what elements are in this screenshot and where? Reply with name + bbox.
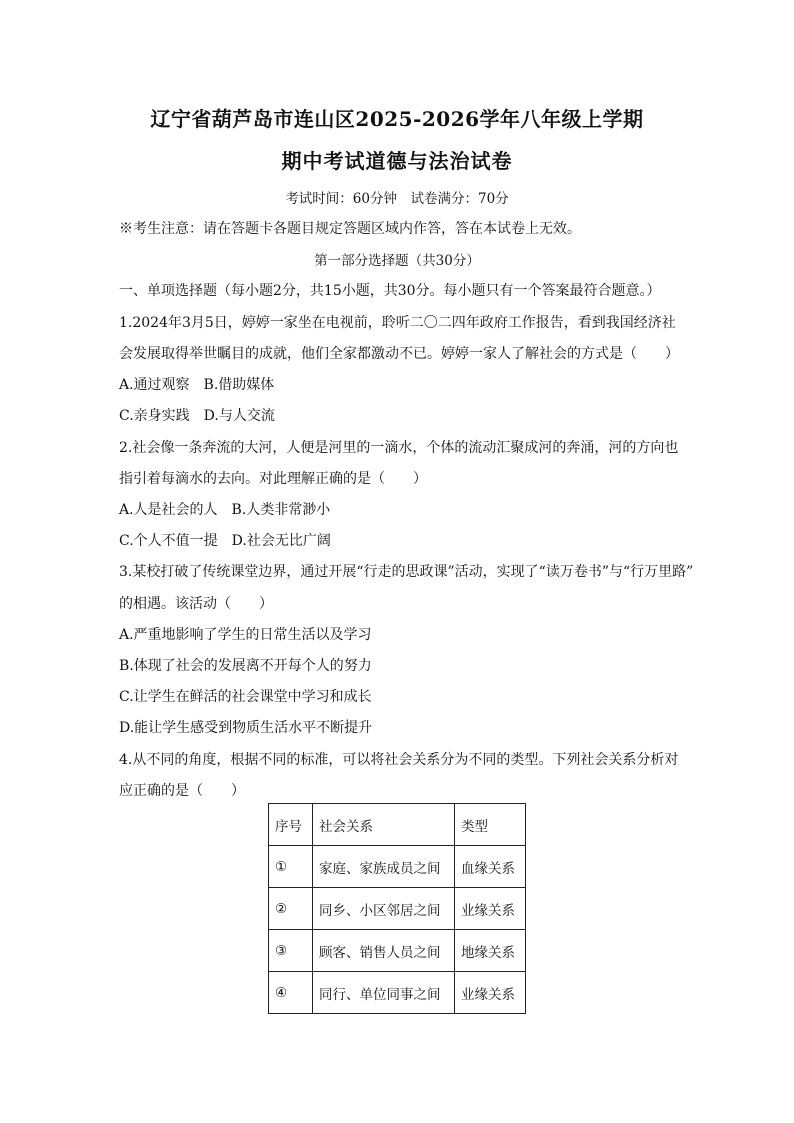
table-cell: 家庭、家族成员之间 <box>313 846 455 888</box>
social-relations-table <box>268 803 526 1014</box>
exam-title-line2: 期中考试道德与法治试卷 <box>281 149 513 173</box>
table-row <box>269 888 526 930</box>
part-title: 第一部分选择题（共30分） <box>314 253 480 269</box>
table-row <box>269 846 526 888</box>
q3-option-c: C.让学生在鲜活的社会课堂中学习和成长 <box>119 689 372 705</box>
q2-stem-line1: 2.社会像一条奔流的大河，人便是河里的一滴水，个体的流动汇聚成河的奔涌，河的方向也 <box>119 440 679 456</box>
q4-stem-line1: 4.从不同的角度，根据不同的标准，可以将社会关系分为不同的类型。下列社会关系分析对 <box>119 752 679 768</box>
q3-stem-line1: 3.某校打破了传统课堂边界，通过开展“行走的思政课”活动，实现了“读万卷书”与“行万里路” <box>119 564 694 580</box>
table-cell: 血缘关系 <box>455 846 526 888</box>
section-title: 一、单项选择题（每小题2分，共15小题，共30分。每小题只有一个答案最符合题意。） <box>119 283 661 299</box>
q3-option-a: A.严重地影响了学生的日常生活以及学习 <box>119 627 372 643</box>
table-cell: 同乡、小区邻居之间 <box>313 888 455 930</box>
q2-options-row1: A.人是社会的人 B.人类非常渺小 <box>119 502 331 518</box>
table-cell: 业缘关系 <box>455 972 526 1014</box>
q4-stem-line2: 应正确的是（ ） <box>119 783 245 799</box>
q1-stem-line2: 会发展取得举世瞩目的成就，他们全家都激动不已。婷婷一家人了解社会的方式是（ ） <box>119 346 679 362</box>
table-header-row <box>269 804 526 846</box>
table-cell: ④ <box>269 972 313 1014</box>
q3-option-b: B.体现了社会的发展离不开每个人的努力 <box>119 658 372 674</box>
table-cell: ② <box>269 888 313 930</box>
table-header-cell: 类型 <box>455 804 526 846</box>
table-cell: 顾客、销售人员之间 <box>313 930 455 972</box>
table-cell: 业缘关系 <box>455 888 526 930</box>
q1-stem-line1: 1.2024年3月5日，婷婷一家坐在电视前，聆听二〇二四年政府工作报告，看到我国经济社 <box>119 315 676 331</box>
exam-title-line1: 辽宁省葫芦岛市连山区2025-2026学年八年级上学期 <box>150 107 644 131</box>
q2-options-row2: C.个人不值一提 D.社会无比广阔 <box>119 533 331 549</box>
table-row <box>269 972 526 1014</box>
table-row <box>269 930 526 972</box>
q3-option-d: D.能让学生感受到物质生活水平不断提升 <box>119 720 373 736</box>
q1-options-row2: C.亲身实践 D.与人交流 <box>119 408 275 424</box>
q3-stem-line2: 的相遇。该活动（ ） <box>119 596 273 612</box>
table-cell: ① <box>269 846 313 888</box>
exam-info: 考试时间：60分钟 试卷满分：70分 <box>285 191 509 207</box>
exam-notice: ※考生注意：请在答题卡各题目规定答题区域内作答，答在本试卷上无效。 <box>119 221 581 237</box>
q2-stem-line2: 指引着每滴水的去向。对此理解正确的是（ ） <box>119 471 427 487</box>
table-cell: 地缘关系 <box>455 930 526 972</box>
table-header-cell: 社会关系 <box>313 804 455 846</box>
q1-options-row1: A.通过观察 B.借助媒体 <box>119 377 275 393</box>
table-header-cell: 序号 <box>269 804 313 846</box>
table-cell: ③ <box>269 930 313 972</box>
table-cell: 同行、单位同事之间 <box>313 972 455 1014</box>
